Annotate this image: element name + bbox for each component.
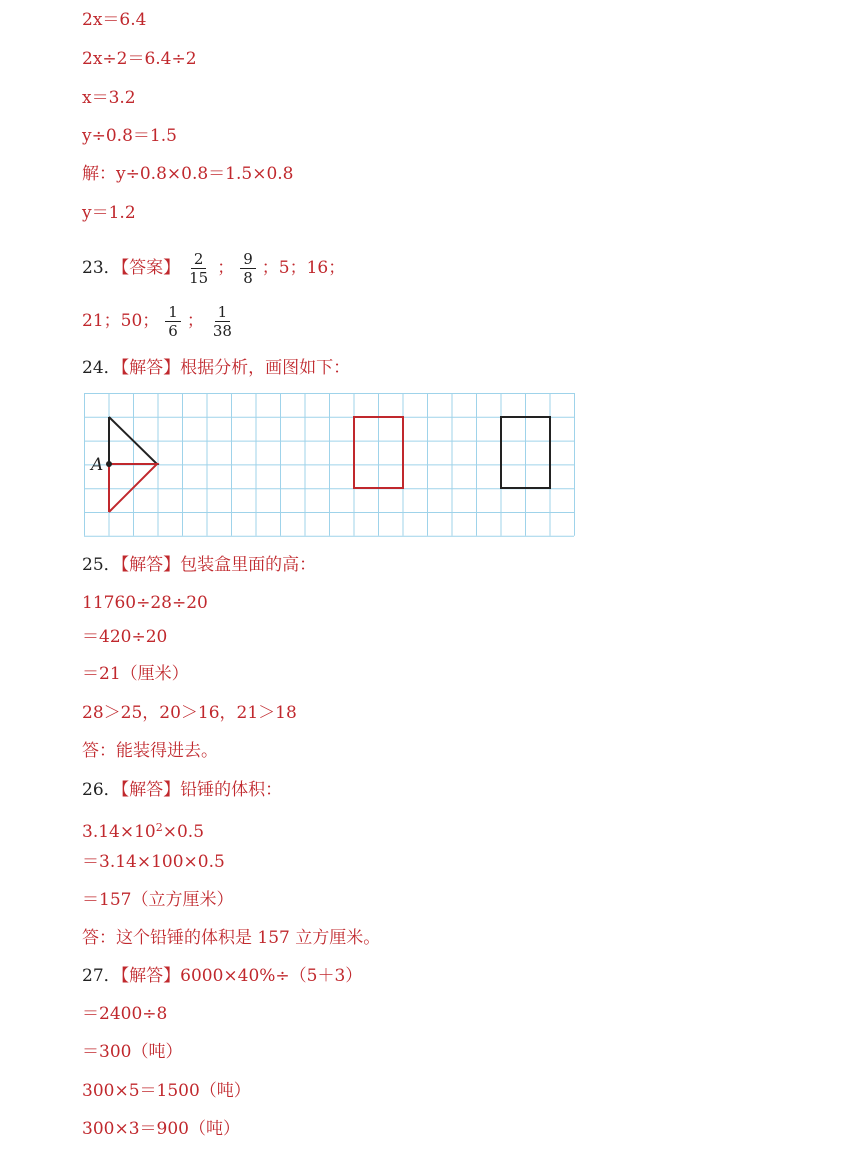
- question-number: 26．: [82, 780, 121, 800]
- q27-heading: 27．【解答】6000×40%÷（5＋3）: [82, 966, 363, 986]
- fraction: $\frac{1}{6}$: [165, 303, 181, 340]
- question-number: 25．: [82, 555, 121, 575]
- point-a-label: A: [91, 455, 104, 475]
- question-number: 27．: [82, 966, 121, 986]
- equation-line: y＝1.2: [82, 203, 136, 223]
- equation-line: 2x＝6.4: [82, 10, 147, 30]
- point-a-dot: [106, 461, 112, 467]
- equation-line: ＝420÷20: [82, 627, 168, 647]
- q23-answer-line: 23．【答案】 $\frac{2}{15}$ ； $\frac{9}{8}$ ；5；16；: [82, 250, 346, 287]
- fraction: $\frac{1}{38}$: [212, 303, 232, 340]
- equation-line: ＝2400÷8: [82, 1004, 168, 1024]
- equation-line: 2x÷2＝6.4÷2: [82, 49, 197, 69]
- equation-line: $3.14\times 10^2\times 0.5$: [82, 821, 205, 842]
- equation-line: x＝3.2: [82, 88, 136, 108]
- equation-line: y÷0.8＝1.5: [82, 126, 177, 146]
- equation-line: ＝157（立方厘米）: [82, 890, 234, 910]
- equation-line: ＝21（厘米）: [82, 664, 189, 684]
- equation-line: 300×5＝1500（吨）: [82, 1081, 251, 1101]
- grid-drawing: [84, 393, 578, 537]
- question-number: 23．: [82, 258, 121, 278]
- answer-line: 答：这个铅锤的体积是 157 立方厘米。: [82, 928, 381, 948]
- equation-line: ＝3.14×100×0.5: [82, 852, 225, 872]
- equation-line: 解：y÷0.8×0.8＝1.5×0.8: [82, 164, 294, 184]
- answer-tag: 【解答】: [120, 555, 181, 575]
- answer-line: 答：能装得进去。: [82, 741, 218, 761]
- question-number: 24．: [82, 358, 121, 378]
- q23-answer-line-2: 21；50； $\frac{1}{6}$ ； $\frac{1}{38}$: [82, 303, 241, 340]
- fraction: $\frac{2}{15}$: [189, 250, 209, 287]
- answer-tag: 【解答】: [120, 966, 181, 986]
- q24-heading: 24．【解答】根据分析，画图如下：: [82, 358, 351, 378]
- answer-tag: 【解答】: [120, 358, 181, 378]
- equation-line: 11760÷28÷20: [82, 593, 208, 613]
- answer-tag: 【答案】: [120, 258, 181, 278]
- fraction: $\frac{9}{8}$: [240, 250, 256, 287]
- equation-line: 300×3＝900（吨）: [82, 1119, 240, 1139]
- q25-heading: 25．【解答】包装盒里面的高：: [82, 555, 317, 575]
- answer-tag: 【解答】: [120, 780, 181, 800]
- equation-line: 28＞25，20＞16，21＞18: [82, 703, 297, 723]
- equation-line: ＝300（吨）: [82, 1042, 183, 1062]
- q26-heading: 26．【解答】铅锤的体积：: [82, 780, 283, 800]
